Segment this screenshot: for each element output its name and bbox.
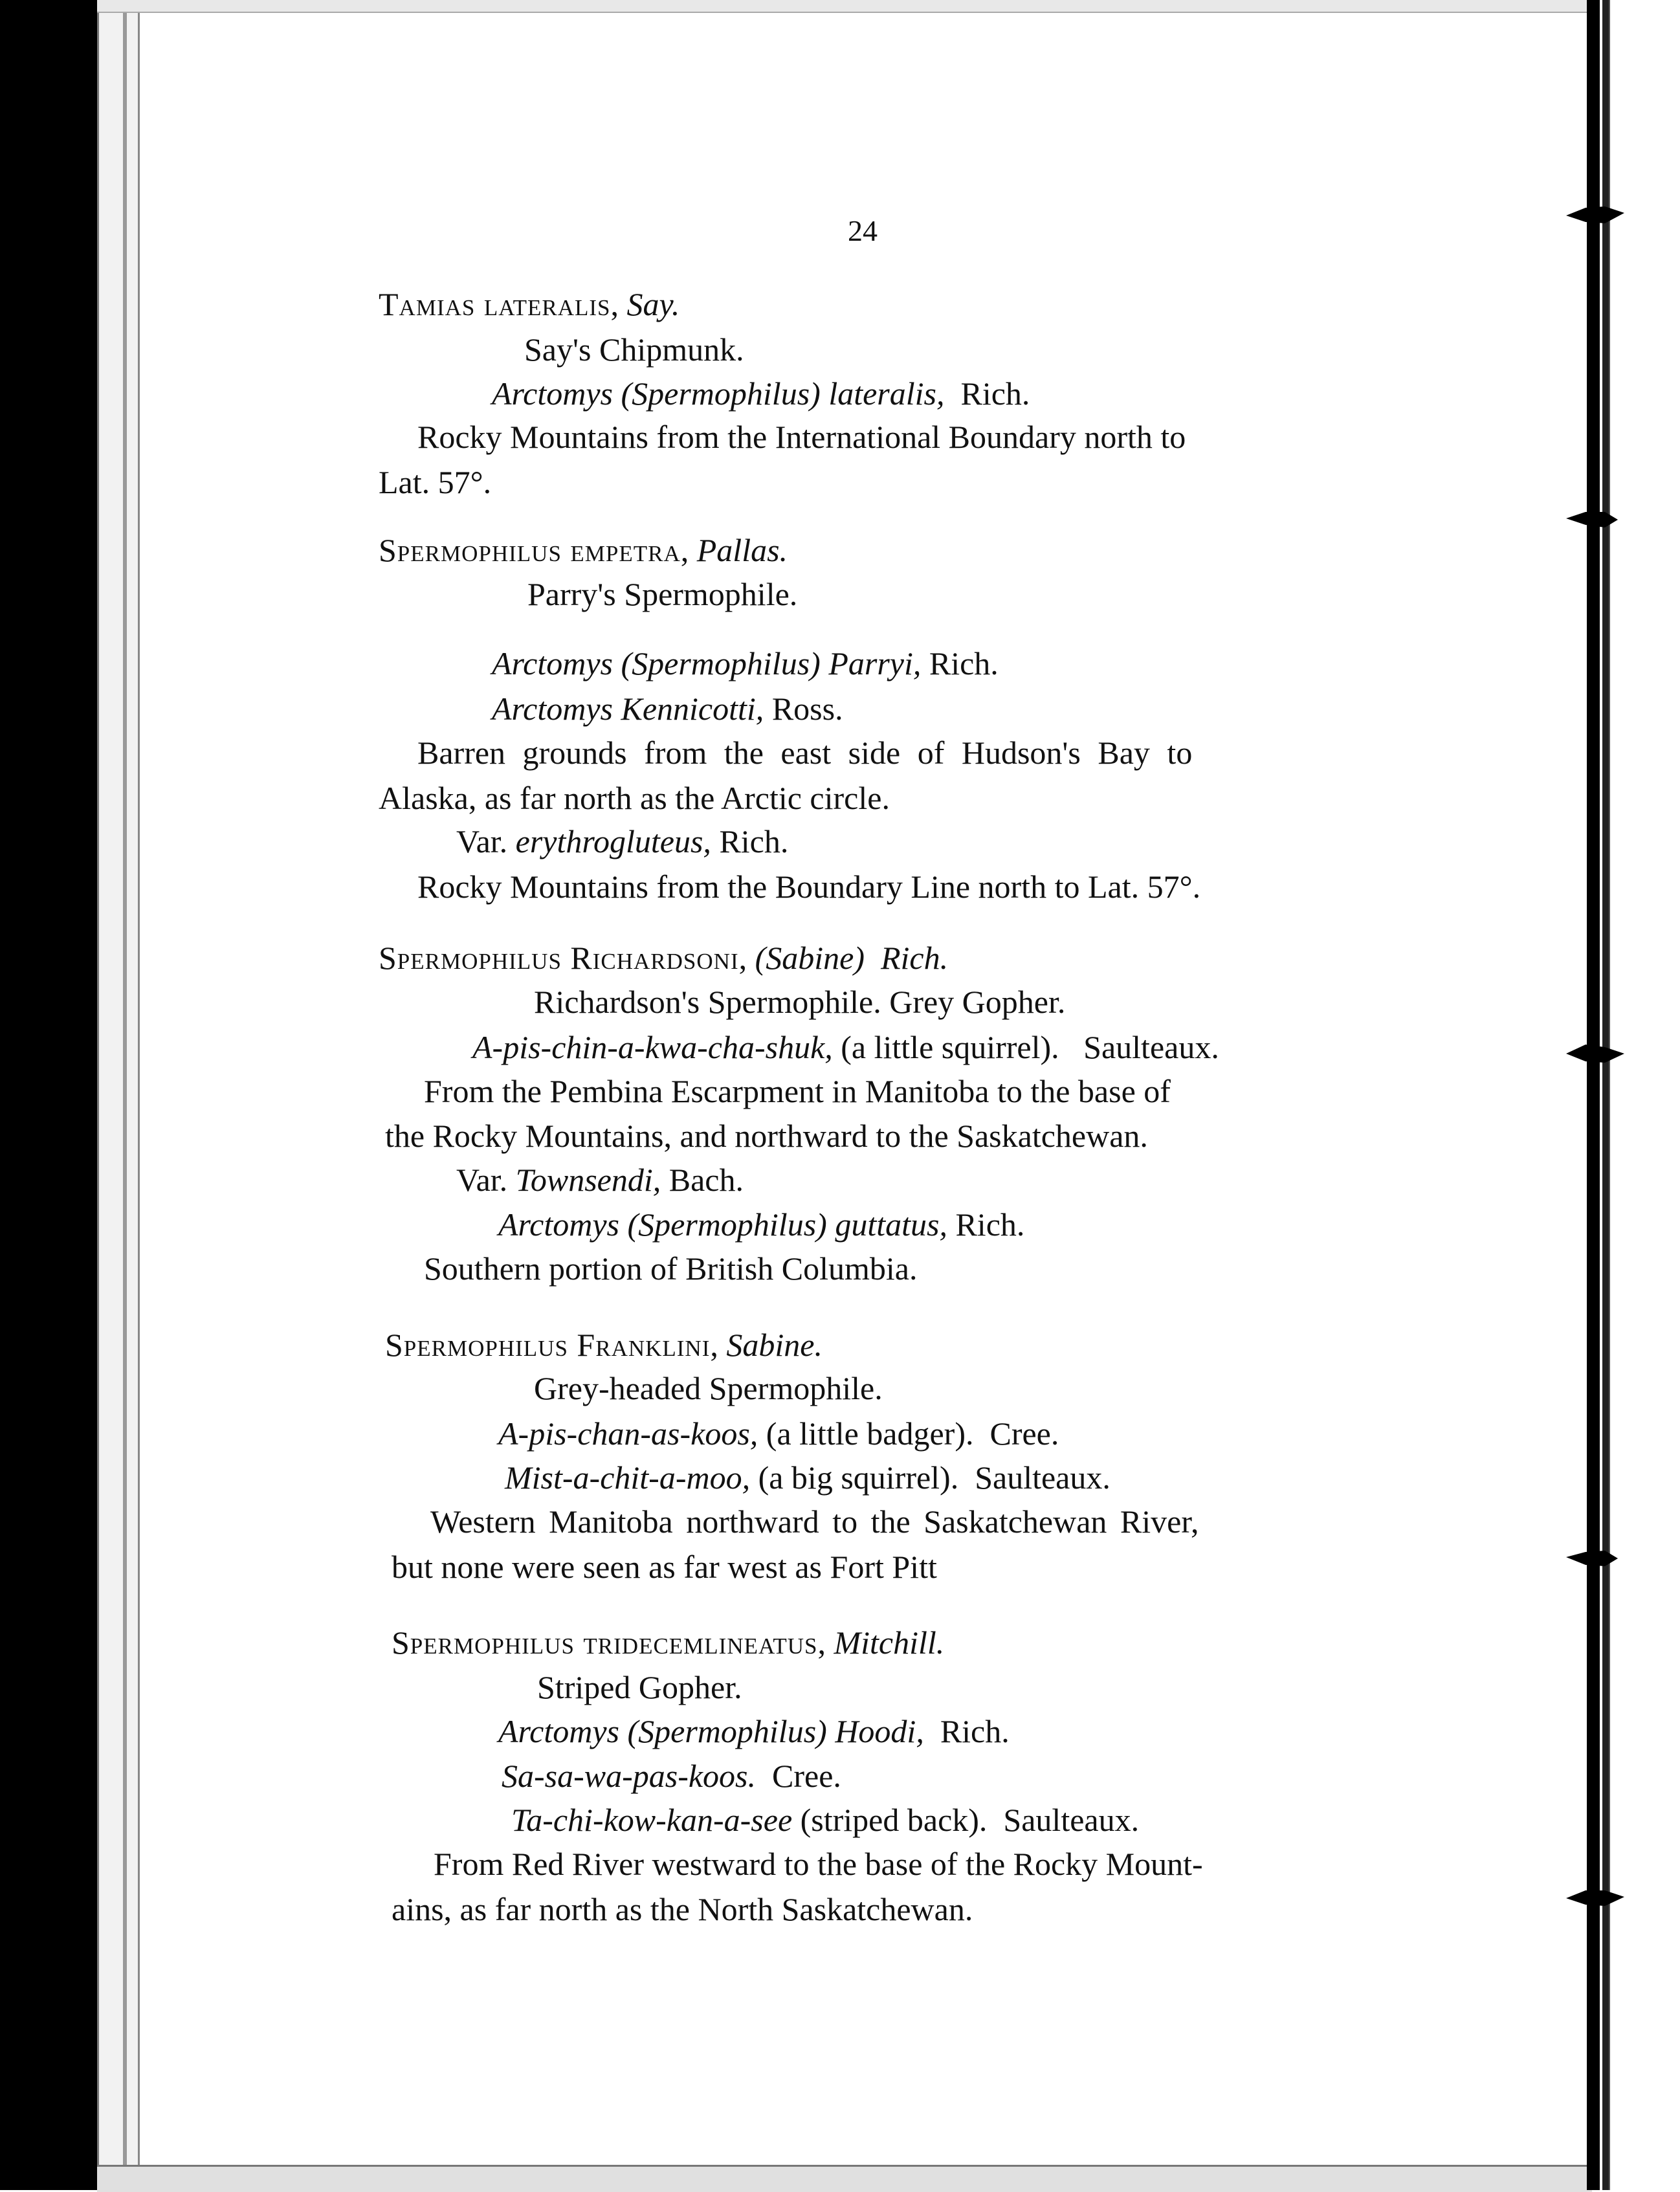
- species-name: Tamias lateralis: [379, 286, 611, 322]
- binding-gutter: [1587, 0, 1600, 2190]
- range-text: From the Pembina Escarpment in Manitoba to the base of: [424, 1073, 1171, 1109]
- variety: Var. Townsendi, Bach.: [456, 1162, 744, 1198]
- range-text: Rocky Mountains from the International Boundary north to: [417, 419, 1186, 455]
- range-text: ains, as far north as the North Saskatchewan.: [392, 1891, 973, 1927]
- native-name: A-pis-chin-a-kwa-cha-shuk, (a little squirrel). Saulteaux.: [472, 1029, 1219, 1065]
- range-text: Barren grounds from the east side of Hudson's Bay to: [417, 735, 1193, 771]
- native-name: A-pis-chan-as-koos, (a little badger). Cree.: [498, 1415, 1059, 1452]
- species-heading: Spermophilus tridecemlineatus, Mitchill.: [392, 1624, 945, 1661]
- binding-stitch: [1566, 1547, 1624, 1570]
- range-text: but none were seen as far west as Fort Pitt: [392, 1549, 937, 1585]
- range-text: Alaska, as far north as the Arctic circle.: [379, 780, 890, 816]
- synonym: Arctomys (Spermophilus) guttatus, Rich.: [498, 1206, 1025, 1243]
- range-text: Lat. 57°.: [379, 464, 492, 500]
- species-heading: Spermophilus Richardsoni, (Sabine) Rich.: [379, 940, 949, 976]
- binding-stitch: [1566, 1887, 1624, 1910]
- page-left-edge: [97, 0, 140, 2190]
- native-name: Sa-sa-wa-pas-koos. Cree.: [502, 1758, 841, 1794]
- page-top-edge: [97, 0, 1592, 13]
- range-text: Western Manitoba northward to the Saskatchewan River,: [430, 1503, 1199, 1540]
- range-text: the Rocky Mountains, and northward to the Saskatchewan.: [385, 1118, 1148, 1154]
- native-name: Ta-chi-kow-kan-a-see (striped back). Saulteaux.: [511, 1802, 1140, 1838]
- authority: Rich.: [881, 940, 949, 976]
- common-name: Striped Gopher.: [537, 1669, 742, 1705]
- page-bottom-edge: [97, 2165, 1592, 2192]
- authority: Say.: [626, 286, 680, 322]
- range-text: Southern portion of British Columbia.: [424, 1250, 918, 1287]
- binding-stitch: [1566, 508, 1624, 531]
- species-name: Spermophilus empetra: [379, 532, 681, 568]
- synonym: Arctomys (Spermophilus) Parryi, Rich.: [492, 645, 999, 681]
- authority: Pallas.: [696, 532, 788, 568]
- species-heading: Spermophilus empetra, Pallas.: [379, 532, 788, 568]
- binding-stitch: [1566, 204, 1624, 227]
- common-name: Say's Chipmunk.: [524, 331, 744, 368]
- species-name: Spermophilus tridecemlineatus: [392, 1624, 818, 1661]
- common-name: Parry's Spermophile.: [527, 576, 798, 612]
- binding-stitch: [1566, 1042, 1624, 1065]
- facing-page-edge: [1609, 0, 1680, 2190]
- common-name: Richardson's Spermophile. Grey Gopher.: [534, 984, 1066, 1020]
- synonym: Arctomys (Spermophilus) lateralis, Rich.: [492, 375, 1030, 412]
- common-name: Grey-headed Spermophile.: [534, 1370, 883, 1406]
- variety: Var. erythrogluteus, Rich.: [456, 823, 789, 859]
- authority: (Sabine): [755, 940, 865, 976]
- authority: Mitchill.: [834, 1624, 945, 1661]
- scan-left-margin: [0, 0, 97, 2190]
- species-name: Spermophilus Franklini: [385, 1327, 711, 1363]
- synonym: Arctomys (Spermophilus) Hoodi, Rich.: [498, 1713, 1010, 1749]
- species-heading: Spermophilus Franklini, Sabine.: [385, 1327, 823, 1363]
- authority: Sabine.: [726, 1327, 823, 1363]
- page-number: 24: [848, 214, 878, 247]
- binding-gutter-line: [1602, 0, 1609, 2190]
- range-text: Rocky Mountains from the Boundary Line north to Lat. 57°.: [417, 869, 1201, 905]
- native-name: Mist-a-chit-a-moo, (a big squirrel). Saulteaux.: [505, 1459, 1111, 1496]
- page-left-edge-line: [123, 0, 127, 2190]
- synonym: Arctomys Kennicotti, Ross.: [492, 691, 843, 727]
- species-heading: Tamias lateralis, Say.: [379, 286, 680, 322]
- range-text: From Red River westward to the base of the Rocky Mount-: [434, 1846, 1203, 1882]
- species-name: Spermophilus Richardsoni: [379, 940, 739, 976]
